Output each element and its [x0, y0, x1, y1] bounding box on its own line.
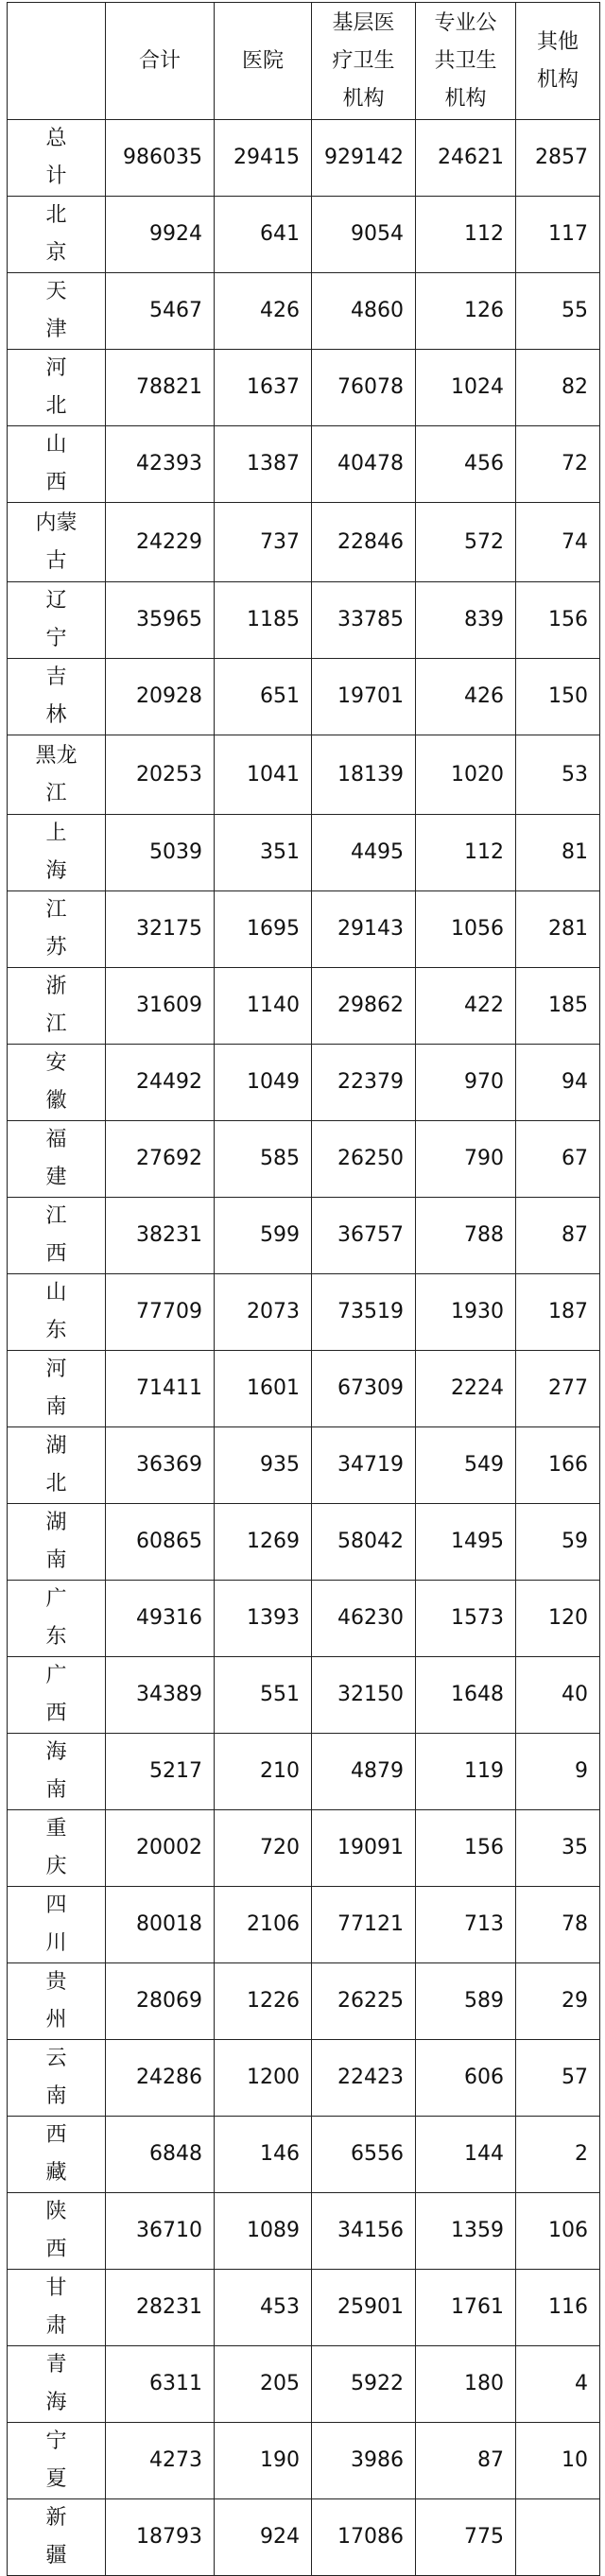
value-cell: 180 — [416, 2346, 516, 2423]
value-cell: 36757 — [312, 1198, 416, 1274]
value-cell: 10 — [516, 2423, 600, 2499]
value-cell: 281 — [516, 891, 600, 968]
region-name-cell: 四川 — [8, 1887, 106, 1963]
region-name-cell: 甘肃 — [8, 2270, 106, 2346]
value-cell: 24286 — [106, 2040, 215, 2117]
value-cell: 24621 — [416, 120, 516, 197]
value-cell: 19701 — [312, 659, 416, 735]
value-cell: 6556 — [312, 2117, 416, 2193]
value-cell: 4860 — [312, 273, 416, 350]
region-name-cell: 河北 — [8, 350, 106, 426]
value-cell: 27692 — [106, 1121, 215, 1198]
value-cell: 1393 — [215, 1581, 312, 1657]
value-cell: 1387 — [215, 426, 312, 503]
value-cell: 166 — [516, 1427, 600, 1504]
table-row — [8, 1427, 600, 1504]
value-cell: 205 — [215, 2346, 312, 2423]
table-row — [8, 2040, 600, 2117]
value-cell: 2073 — [215, 1274, 312, 1351]
region-name-cell: 海南 — [8, 1734, 106, 1810]
region-name-cell: 陕西 — [8, 2193, 106, 2270]
header-line: 医院 — [241, 48, 284, 73]
table-row — [8, 1810, 600, 1887]
statistics-table — [7, 2, 600, 2576]
header-line: 机构 — [342, 86, 385, 111]
value-cell: 73519 — [312, 1274, 416, 1351]
table-row — [8, 273, 600, 350]
value-cell: 29143 — [312, 891, 416, 968]
table-row — [8, 2346, 600, 2423]
value-cell: 551 — [215, 1657, 312, 1734]
value-cell: 67 — [516, 1121, 600, 1198]
value-cell: 17086 — [312, 2499, 416, 2576]
region-name-cell: 天津 — [8, 273, 106, 350]
region-name-line: 古 — [45, 548, 67, 573]
value-cell: 28231 — [106, 2270, 215, 2346]
value-cell: 210 — [215, 1734, 312, 1810]
value-cell: 1648 — [416, 1657, 516, 1734]
value-cell: 80018 — [106, 1887, 215, 1963]
value-cell: 22846 — [312, 503, 416, 582]
region-name-cell: 安徽 — [8, 1045, 106, 1121]
value-cell: 1185 — [215, 582, 312, 659]
value-cell: 81 — [516, 815, 600, 891]
region-name-cell: 湖北 — [8, 1427, 106, 1504]
value-cell: 1495 — [416, 1504, 516, 1581]
value-cell: 144 — [416, 2117, 516, 2193]
table-row — [8, 2499, 600, 2576]
value-cell: 46230 — [312, 1581, 416, 1657]
value-cell: 351 — [215, 815, 312, 891]
value-cell: 190 — [215, 2423, 312, 2499]
value-cell: 24492 — [106, 1045, 215, 1121]
region-name-line: 内蒙 — [35, 510, 78, 535]
value-cell: 549 — [416, 1427, 516, 1504]
value-cell: 26250 — [312, 1121, 416, 1198]
value-cell: 1573 — [416, 1581, 516, 1657]
header-row — [8, 3, 600, 120]
table-row — [8, 1734, 600, 1810]
table-row — [8, 503, 600, 582]
table-row — [8, 1121, 600, 1198]
header-cell-corner — [8, 3, 106, 120]
value-cell: 5467 — [106, 273, 215, 350]
header-line: 机构 — [444, 86, 487, 111]
region-name-cell: 云南 — [8, 2040, 106, 2117]
value-cell: 60865 — [106, 1504, 215, 1581]
value-cell: 4495 — [312, 815, 416, 891]
value-cell: 1601 — [215, 1351, 312, 1427]
value-cell: 589 — [416, 1963, 516, 2040]
table-row — [8, 1045, 600, 1121]
header-line: 共卫生 — [434, 48, 497, 73]
value-cell: 26225 — [312, 1963, 416, 2040]
table-row — [8, 426, 600, 503]
value-cell: 28069 — [106, 1963, 215, 2040]
region-name-cell: 广东 — [8, 1581, 106, 1657]
value-cell: 57 — [516, 2040, 600, 2117]
value-cell: 2 — [516, 2117, 600, 2193]
region-name-cell: 山西 — [8, 426, 106, 503]
value-cell: 970 — [416, 1045, 516, 1121]
value-cell: 5039 — [106, 815, 215, 891]
header-line: 合计 — [138, 48, 181, 73]
region-name-line: 黑龙 — [35, 743, 78, 768]
value-cell: 32150 — [312, 1657, 416, 1734]
value-cell: 36710 — [106, 2193, 215, 2270]
value-cell: 641 — [215, 197, 312, 273]
value-cell: 67309 — [312, 1351, 416, 1427]
region-name-cell: 宁夏 — [8, 2423, 106, 2499]
value-cell: 1049 — [215, 1045, 312, 1121]
value-cell: 775 — [416, 2499, 516, 2576]
header-cell — [106, 3, 215, 120]
table-row — [8, 891, 600, 968]
table-row — [8, 2270, 600, 2346]
table-row — [8, 1274, 600, 1351]
value-cell: 156 — [416, 1810, 516, 1887]
value-cell: 116 — [516, 2270, 600, 2346]
value-cell: 456 — [416, 426, 516, 503]
value-cell: 146 — [215, 2117, 312, 2193]
value-cell: 426 — [416, 659, 516, 735]
header-line: 其他 — [536, 29, 579, 54]
value-cell: 53 — [516, 735, 600, 815]
value-cell: 35965 — [106, 582, 215, 659]
value-cell: 737 — [215, 503, 312, 582]
value-cell: 599 — [215, 1198, 312, 1274]
value-cell: 788 — [416, 1198, 516, 1274]
region-name-cell: 吉林 — [8, 659, 106, 735]
value-cell: 40 — [516, 1657, 600, 1734]
value-cell: 22379 — [312, 1045, 416, 1121]
value-cell: 77709 — [106, 1274, 215, 1351]
value-cell: 1020 — [416, 735, 516, 815]
value-cell: 1041 — [215, 735, 312, 815]
table-row — [8, 2423, 600, 2499]
value-cell: 6311 — [106, 2346, 215, 2423]
value-cell: 117 — [516, 197, 600, 273]
value-cell: 1637 — [215, 350, 312, 426]
value-cell: 58042 — [312, 1504, 416, 1581]
header-line: 专业公 — [434, 10, 497, 35]
table-row — [8, 350, 600, 426]
value-cell: 126 — [416, 273, 516, 350]
value-cell: 106 — [516, 2193, 600, 2270]
value-cell: 78821 — [106, 350, 215, 426]
value-cell: 986035 — [106, 120, 215, 197]
table-body — [8, 120, 600, 2576]
value-cell: 839 — [416, 582, 516, 659]
table-row — [8, 659, 600, 735]
header-cell — [416, 3, 516, 120]
value-cell: 87 — [416, 2423, 516, 2499]
value-cell: 9924 — [106, 197, 215, 273]
region-name-cell: 江西 — [8, 1198, 106, 1274]
table-row — [8, 582, 600, 659]
value-cell: 9 — [516, 1734, 600, 1810]
value-cell: 426 — [215, 273, 312, 350]
value-cell: 82 — [516, 350, 600, 426]
region-name-cell: 北京 — [8, 197, 106, 273]
value-cell: 120 — [516, 1581, 600, 1657]
value-cell: 18139 — [312, 735, 416, 815]
value-cell: 59 — [516, 1504, 600, 1581]
value-cell: 1226 — [215, 1963, 312, 2040]
region-name-cell: 浙江 — [8, 968, 106, 1045]
value-cell: 185 — [516, 968, 600, 1045]
value-cell: 34156 — [312, 2193, 416, 2270]
value-cell: 40478 — [312, 426, 416, 503]
value-cell: 49316 — [106, 1581, 215, 1657]
region-name-cell: 湖南 — [8, 1504, 106, 1581]
header-cell — [215, 3, 312, 120]
value-cell: 1089 — [215, 2193, 312, 2270]
value-cell: 74 — [516, 503, 600, 582]
value-cell: 3986 — [312, 2423, 416, 2499]
header-line: 机构 — [536, 67, 579, 92]
value-cell: 6848 — [106, 2117, 215, 2193]
table-row — [8, 2117, 600, 2193]
value-cell: 77121 — [312, 1887, 416, 1963]
region-name-cell: 新疆 — [8, 2499, 106, 2576]
value-cell: 1359 — [416, 2193, 516, 2270]
value-cell: 20928 — [106, 659, 215, 735]
value-cell: 35 — [516, 1810, 600, 1887]
value-cell: 150 — [516, 659, 600, 735]
value-cell: 20253 — [106, 735, 215, 815]
value-cell: 713 — [416, 1887, 516, 1963]
table-row — [8, 968, 600, 1045]
value-cell: 651 — [215, 659, 312, 735]
region-name-cell: 重庆 — [8, 1810, 106, 1887]
value-cell: 78 — [516, 1887, 600, 1963]
region-name-line: 江 — [45, 781, 67, 805]
table-row — [8, 1581, 600, 1657]
value-cell: 34389 — [106, 1657, 215, 1734]
value-cell: 1056 — [416, 891, 516, 968]
value-cell: 55 — [516, 273, 600, 350]
value-cell: 929142 — [312, 120, 416, 197]
region-name-cell: 广西 — [8, 1657, 106, 1734]
value-cell: 1024 — [416, 350, 516, 426]
value-cell: 572 — [416, 503, 516, 582]
region-name-cell: 上海 — [8, 815, 106, 891]
value-cell: 18793 — [106, 2499, 215, 2576]
value-cell: 2224 — [416, 1351, 516, 1427]
value-cell: 720 — [215, 1810, 312, 1887]
region-name-cell: 西藏 — [8, 2117, 106, 2193]
value-cell: 4273 — [106, 2423, 215, 2499]
value-cell: 20002 — [106, 1810, 215, 1887]
header-line: 基层医 — [332, 10, 395, 35]
value-cell: 36369 — [106, 1427, 215, 1504]
table-row — [8, 1198, 600, 1274]
table-row — [8, 735, 600, 815]
value-cell: 422 — [416, 968, 516, 1045]
value-cell: 2106 — [215, 1887, 312, 1963]
region-name-cell — [8, 503, 106, 582]
region-name-cell: 贵州 — [8, 1963, 106, 2040]
value-cell: 71411 — [106, 1351, 215, 1427]
table-row — [8, 815, 600, 891]
value-cell: 1695 — [215, 891, 312, 968]
table-row — [8, 1657, 600, 1734]
value-cell: 19091 — [312, 1810, 416, 1887]
table-row — [8, 1887, 600, 1963]
value-cell: 34719 — [312, 1427, 416, 1504]
value-cell: 935 — [215, 1427, 312, 1504]
region-name-cell: 福建 — [8, 1121, 106, 1198]
region-name-cell: 江苏 — [8, 891, 106, 968]
value-cell: 87 — [516, 1198, 600, 1274]
header-cell — [312, 3, 416, 120]
value-cell: 1200 — [215, 2040, 312, 2117]
header-line: 疗卫生 — [332, 48, 395, 73]
value-cell: 5217 — [106, 1734, 215, 1810]
value-cell: 76078 — [312, 350, 416, 426]
value-cell: 277 — [516, 1351, 600, 1427]
value-cell: 29 — [516, 1963, 600, 2040]
region-name-cell: 总计 — [8, 120, 106, 197]
value-cell: 1269 — [215, 1504, 312, 1581]
value-cell: 585 — [215, 1121, 312, 1198]
value-cell: 25901 — [312, 2270, 416, 2346]
value-cell: 9054 — [312, 197, 416, 273]
value-cell: 29415 — [215, 120, 312, 197]
value-cell: 33785 — [312, 582, 416, 659]
value-cell: 1140 — [215, 968, 312, 1045]
header-cell — [516, 3, 600, 120]
region-name-cell — [8, 735, 106, 815]
value-cell: 119 — [416, 1734, 516, 1810]
value-cell: 453 — [215, 2270, 312, 2346]
value-cell: 2857 — [516, 120, 600, 197]
table-row — [8, 120, 600, 197]
table-row — [8, 1351, 600, 1427]
value-cell: 38231 — [106, 1198, 215, 1274]
value-cell: 72 — [516, 426, 600, 503]
value-cell: 606 — [416, 2040, 516, 2117]
value-cell: 156 — [516, 582, 600, 659]
value-cell: 22423 — [312, 2040, 416, 2117]
value-cell: 24229 — [106, 503, 215, 582]
value-cell: 32175 — [106, 891, 215, 968]
value-cell: 4879 — [312, 1734, 416, 1810]
value-cell: 31609 — [106, 968, 215, 1045]
table-row — [8, 1504, 600, 1581]
region-name-cell: 河南 — [8, 1351, 106, 1427]
table-row — [8, 1963, 600, 2040]
value-cell: 790 — [416, 1121, 516, 1198]
table-row — [8, 197, 600, 273]
value-cell: 1761 — [416, 2270, 516, 2346]
value-cell: 1930 — [416, 1274, 516, 1351]
value-cell: 112 — [416, 815, 516, 891]
value-cell: 29862 — [312, 968, 416, 1045]
region-name-cell: 辽宁 — [8, 582, 106, 659]
value-cell: 112 — [416, 197, 516, 273]
value-cell: 5922 — [312, 2346, 416, 2423]
value-cell: 924 — [215, 2499, 312, 2576]
value-cell: 4 — [516, 2346, 600, 2423]
table-row — [8, 2193, 600, 2270]
value-cell: 94 — [516, 1045, 600, 1121]
region-name-cell: 山东 — [8, 1274, 106, 1351]
region-name-cell: 青海 — [8, 2346, 106, 2423]
value-cell: 42393 — [106, 426, 215, 503]
value-cell — [516, 2499, 600, 2576]
value-cell: 187 — [516, 1274, 600, 1351]
